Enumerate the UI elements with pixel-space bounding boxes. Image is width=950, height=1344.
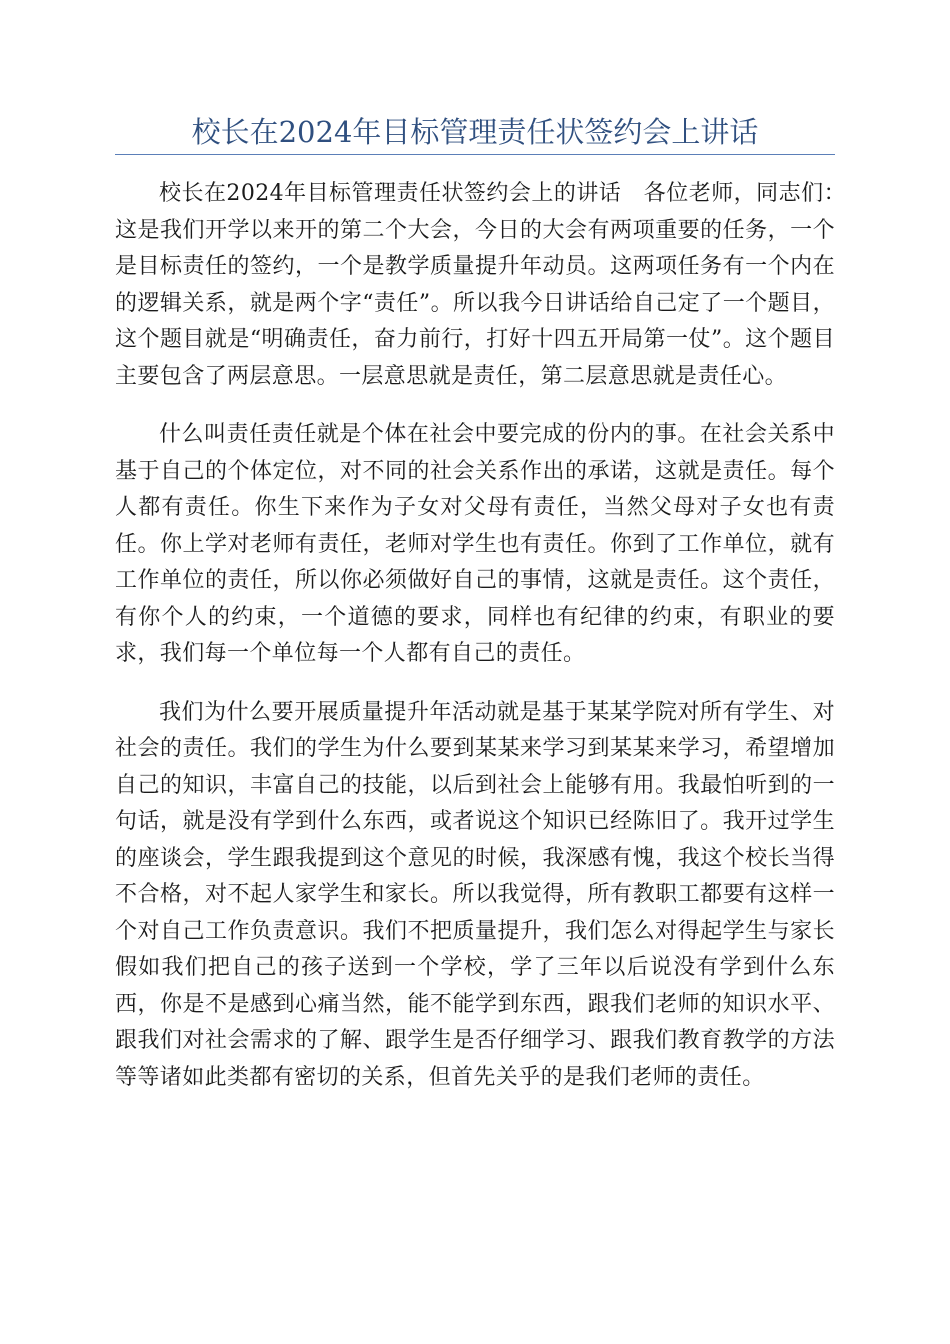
paragraph-2: 什么叫责任责任就是个体在社会中要完成的份内的事。在社会关系中基于自己的个体定位，对不同的社会关系作出的承诺，这就是责任。每个人都有责任。你生下来作为子女对父母有责任，当然父母对子女也有责任。你上学对老师有责任，老师对学生也有责任。你到了工作单位，就有工作单位的责任，所以你必须做好自己的事情，这就是责任。这个责任，有你个人的约束，一个道德的要求，同样也有纪律的约束，有职业的要求，我们每一个单位每一个人都有自己的责任。 — [115, 422, 835, 666]
paragraph-1: 校长在2024年目标管理责任状签约会上的讲话 各位老师，同志们： 这是我们开学以来开的第二个大会，今日的大会有两项重要的任务，一个是目标责任的签约，一个是教学质量提升年动员。这两项任务有一个内在的逻辑关系，就是两个字“责任”。所以我今日讲话给自己定了一个题目，这个题目就是“明确责任，奋力前行，打好十四五开局第一仗”。这个题目主要包含了两层意思。一层意思就是责任，第二层意思就是责任心。 — [115, 181, 858, 389]
document-body — [115, 176, 858, 1118]
paragraph-3: 我们为什么要开展质量提升年活动就是基于某某学院对所有学生、对社会的责任。我们的学生为什么要到某某来学习到某某来学习，希望增加自己的知识，丰富自己的技能，以后到社会上能够有用。我最怕听到的一句话，就是没有学到什么东西，或者说这个知识已经陈旧了。我开过学生的座谈会，学生跟我提到这个意见的时候，我深感有愧，我这个校长当得不合格，对不起人家学生和家长。所以我觉得，所有教职工都要有这样一个对自己工作负责意识。我们不把质量提升，我们怎么对得起学生与家长假如我们把自己的孩子送到一个学校，学了三年以后说没有学到什么东西，你是不是感到心痛当然，能不能学到东西，跟我们老师的知识水平、跟我们对社会需求的了解、跟学生是否仔细学习、跟我们教育教学的方法等等诸如此类都有密切的关系，但首先关乎的是我们老师的责任。 — [115, 699, 835, 1090]
title-underline — [115, 154, 835, 155]
document-title: 校长在2024年目标管理责任状签约会上讲话 — [191, 115, 759, 149]
